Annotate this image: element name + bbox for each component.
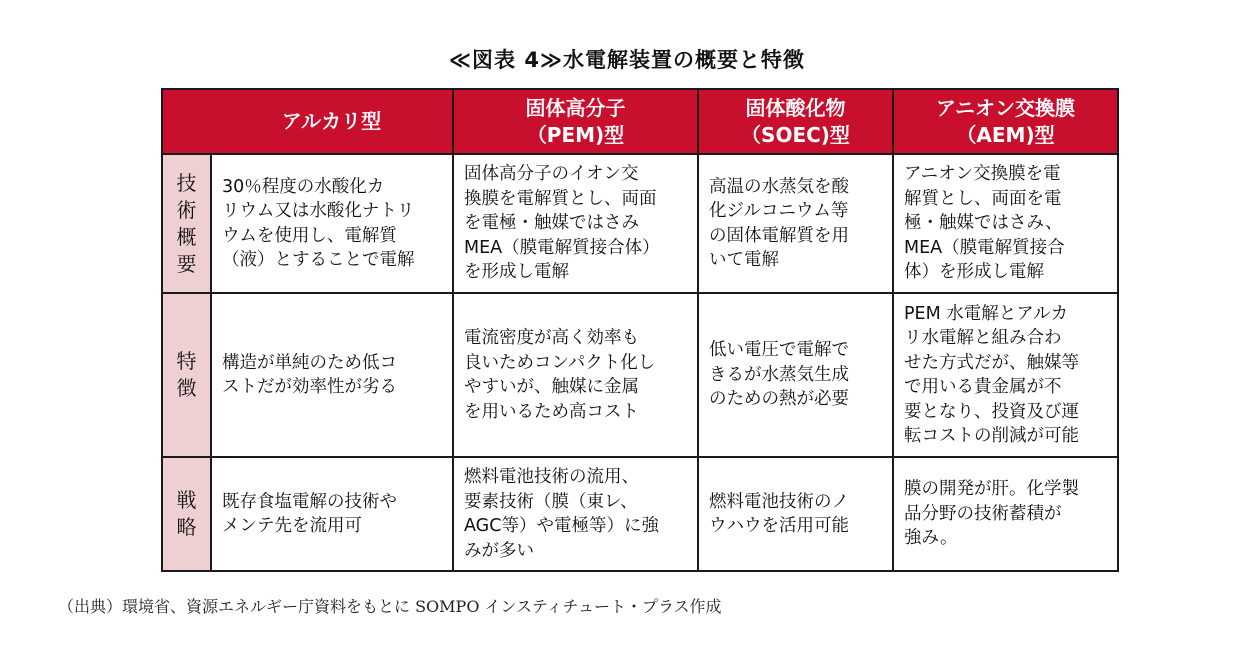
col-header-alkaline: アルカリ型 <box>211 89 453 154</box>
figure-title: ≪図表 4≫水電解装置の概要と特徴 <box>449 48 805 72</box>
col-header-pem: 固体高分子 （PEM)型 <box>453 89 698 154</box>
row-label-strategy: 戦 略 <box>162 457 211 571</box>
cell-features-pem: 電流密度が高く効率も 良いためコンパクト化し やすいが、触媒に金属 を用いるため高コスト <box>453 293 698 457</box>
row-label-technical-overview: 技 術 概 要 <box>162 154 211 293</box>
source-note: （出典）環境省、資源エネルギー庁資料をもとに SOMPO インスティチュート・プラス作成 <box>58 597 722 616</box>
col-header-soec: 固体酸化物 （SOEC)型 <box>698 89 893 154</box>
row-strategy <box>162 457 1118 571</box>
row-features <box>162 293 1118 457</box>
cell-features-soec: 低い電圧で電解で きるが水蒸気生成 のための熱が必要 <box>698 293 893 457</box>
cell-strategy-pem: 燃料電池技術の流用、 要素技術（膜（東レ、 AGC等）や電極等）に強 みが多い <box>453 457 698 571</box>
cell-features-aem: PEM 水電解とアルカ リ水電解と組み合わ せた方式だが、触媒等 で用いる貴金属が不 要となり、投資及び運 転コストの削減が可能 <box>893 293 1118 457</box>
row-label-features: 特 徴 <box>162 293 211 457</box>
col-header-aem: アニオン交換膜 （AEM)型 <box>893 89 1118 154</box>
cell-strategy-soec: 燃料電池技術のノ ウハウを活用可能 <box>698 457 893 571</box>
cell-features-alkaline: 構造が単純のため低コ ストだが効率性が劣る <box>211 293 453 457</box>
cell-strategy-aem: 膜の開発が肝。化学製 品分野の技術蓄積が 強み。 <box>893 457 1118 571</box>
header-row <box>162 89 1118 154</box>
cell-overview-aem: アニオン交換膜を電 解質とし、両面を電 極・触媒ではさみ、 MEA（膜電解質接合 体）を形成し電解 <box>893 154 1118 293</box>
comparison-table <box>161 88 1119 572</box>
cell-overview-alkaline: 30％程度の水酸化カ リウム又は水酸化ナトリ ウムを使用し、電解質 （液）とすることで電解 <box>211 154 453 293</box>
row-technical-overview <box>162 154 1118 293</box>
cell-overview-soec: 高温の水蒸気を酸 化ジルコニウム等 の固体電解質を用 いて電解 <box>698 154 893 293</box>
cell-overview-pem: 固体高分子のイオン交 換膜を電解質とし、両面 を電極・触媒ではさみ MEA（膜電解質接合体） を形成し電解 <box>453 154 698 293</box>
header-corner <box>162 89 211 154</box>
cell-strategy-alkaline: 既存食塩電解の技術や メンテ先を流用可 <box>211 457 453 571</box>
